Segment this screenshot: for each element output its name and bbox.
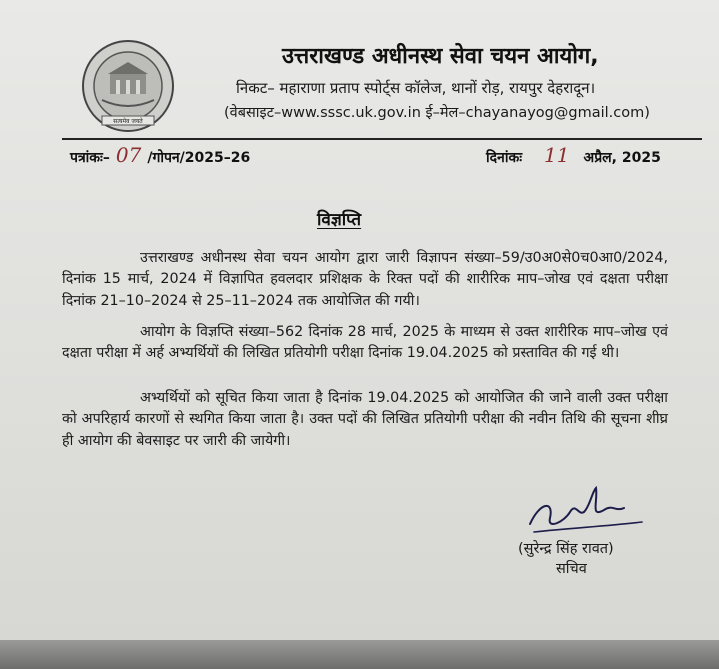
patrank-label: पत्रांकः– [70,150,110,166]
header-divider [62,138,702,140]
notice-paragraph-2 [62,322,668,365]
patrank-number: 07 [115,143,142,167]
date-day: 11 [544,143,570,167]
date-line [486,143,661,167]
commission-logo [80,38,176,134]
signatory-name: (सुरेन्द्र सिंह रावत) [518,541,614,557]
paragraph-1-text: उत्तराखण्ड अधीनस्थ सेवा चयन आयोग द्वारा जारी विज्ञापन संख्या–59/उ0अ0से0च0आ0/2024, दिनांक 15 मार्च, 2024 में विज्ञापित हवलदार प्रशिक्षक के रिक्त पदों की शारीरिक माप–जोख एवं दक्षता परीक्षा दिनांक 21–10–2024 से 25–11–2024 तक आयोजित की गयी। [62,250,668,309]
emblem-icon [80,38,176,134]
notice-paragraph-3 [62,388,668,452]
paragraph-3-text: अभ्यर्थियों को सूचित किया जाता है दिनांक 19.04.2025 को आयोजित की जाने वाली उक्त परीक्षा को अपरिहार्य कारणों से स्थगित किया जाता है। उक्त पदों की लिखित प्रतियोगी परीक्षा की नवीन तिथि की सूचना शीघ्र ही आयोग की बेवसाइट पर जारी की जायेगी। [62,390,668,449]
signature-scribble-icon [520,482,650,542]
notice-paragraph-1 [62,248,668,312]
website-email-line: (वेबसाइट–www.sssc.uk.gov.in ई–मेल–chayanayog@gmail.com) [224,105,650,121]
commission-title: उत्तराखण्ड अधीनस्थ सेवा चयन आयोग, [282,44,599,69]
commission-address: निकट– महाराणा प्रताप स्पोर्ट्स कॉलेज, थानों रोड़, रायपुर देहरादून। [236,79,596,97]
signature [520,482,650,542]
logo-motto: सत्यमेव जयते [113,118,143,125]
patrank-line [70,143,250,167]
paragraph-2-text: आयोग के विज्ञप्ति संख्या–562 दिनांक 28 मार्च, 2025 के माध्यम से उक्त शारीरिक माप–जोख एवं दक्षता परीक्षा में अर्ह अभ्यर्थियों की लिखित प्रतियोगी परीक्षा दिनांक 19.04.2025 को प्रस्तावित की गई थी। [62,324,668,362]
date-label: दिनांकः [486,150,523,166]
date-month-year: अप्रैल, 2025 [583,150,661,166]
page-bottom-shadow [0,640,719,669]
patrank-suffix: /गोपन/2025–26 [147,150,251,166]
signatory-designation: सचिव [556,561,587,577]
notice-heading: विज्ञप्ति [317,210,362,230]
